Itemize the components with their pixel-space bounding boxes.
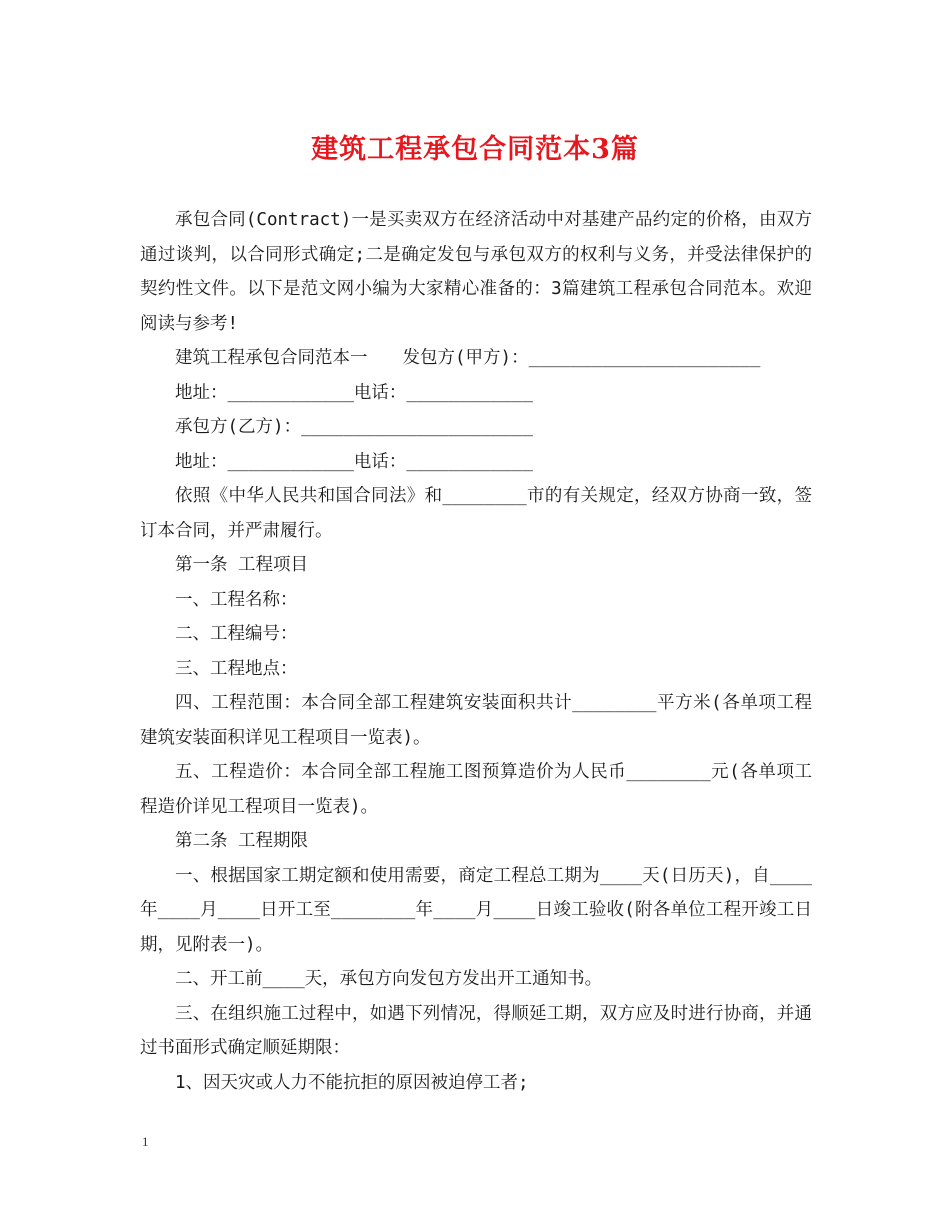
party-b-address-phone: 地址：____________电话：____________ [175,451,533,472]
page-number: 1 [142,1134,149,1149]
party-b-line: 承包方(乙方)：______________________ [175,417,533,437]
document-title: 建筑工程承包合同范本3篇 [311,134,639,165]
intro-paragraph: 承包合同(Contract)一是买卖双方在经济活动中对基建产品约定的价格，由双方通过谈判，以合同形式确定;二是确定发包与承包双方的权利与义务，并受法律保护的契约性文件。以下是范文网小编为大家精心准备的：3篇建筑工程承包合同范本。欢迎阅读与参考! [140,210,812,334]
contract-heading-party-a: 建筑工程承包合同范本一 发包方(甲方)：______________________ [175,348,761,368]
force-majeure-item: 1、因天灾或人力不能抗拒的原因被迫停工者; [175,1072,529,1093]
document-body [140,203,812,1100]
project-number-line: 二、工程编号： [175,624,298,644]
project-scope-paragraph: 四、工程范围：本合同全部工程建筑安装面积共计________平方米(各单项工程建筑安装面积详见工程项目一览表)。 [140,693,812,748]
article-2-heading: 第二条 工程期限 [175,831,309,851]
schedule-paragraph: 一、根据国家工期定额和使用需要，商定工程总工期为____天(日历天)，自____年____月____日开工至________年____月____日竣工验收(附各单位工程开竣工日期，见附表一)。 [140,865,812,955]
extension-paragraph: 三、在组织施工过程中，如遇下列情况，得顺延工期，双方应及时进行协商，并通过书面形式确定顺延期限： [140,1003,812,1058]
party-a-address-phone: 地址：____________电话：____________ [175,382,533,403]
start-notice-paragraph: 二、开工前____天，承包方向发包方发出开工通知书。 [175,969,603,989]
project-name-line: 一、工程名称： [175,589,298,610]
legal-basis-paragraph: 依照《中华人民共和国合同法》和________市的有关规定，经双方协商一致，签订本合同，并严肃履行。 [140,486,812,541]
article-1-heading: 第一条 工程项目 [175,555,309,575]
project-cost-paragraph: 五、工程造价：本合同全部工程施工图预算造价为人民币________元(各单项工程造价详见工程项目一览表)。 [140,762,812,817]
project-location-line: 三、工程地点： [175,658,298,679]
